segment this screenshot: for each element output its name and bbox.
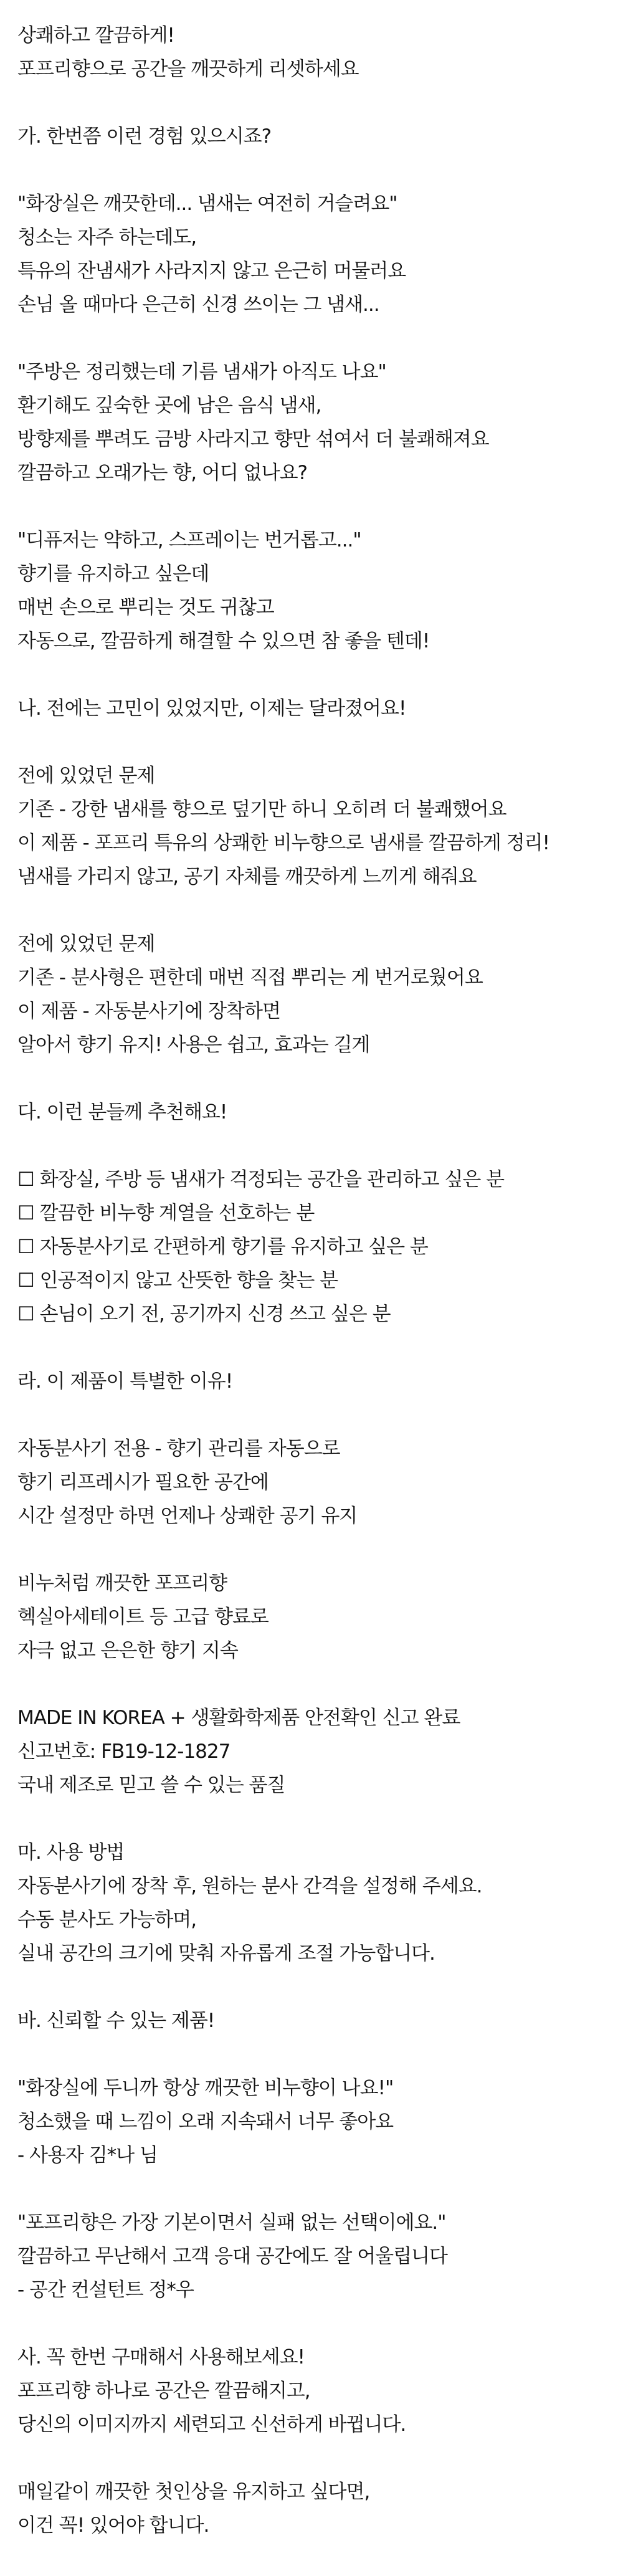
- closing-line: 이건 꼭! 있어야 합니다.: [17, 2514, 209, 2537]
- usage-line: 수동 분사도 가능하며,: [17, 1909, 197, 1931]
- review-block: [17, 2071, 609, 2172]
- usage-line: 실내 공간의 크기에 맞춰 자유롭게 조절 가능합니다.: [17, 1942, 435, 1965]
- product-description: [17, 19, 609, 2576]
- problem-line: 기존 - 분사형은 편한데 매번 직접 뿌리는 게 번거로웠어요: [17, 966, 483, 989]
- problem-block: [17, 759, 609, 894]
- feature-title: 자동분사기 전용 - 향기 관리를 자동으로: [17, 1438, 340, 1460]
- case-line: 특유의 잔냄새가 사라지지 않고 은근히 머물러요: [17, 260, 406, 282]
- feature-title: 비누처럼 깨끗한 포프리향: [17, 1572, 227, 1595]
- section-heading: 사. 꼭 한번 구매해서 사용해보세요!: [17, 2346, 305, 2368]
- case-quote: "주방은 정리했는데 기름 냄새가 아직도 나요": [17, 361, 386, 383]
- review-author: - 사용자 김*나 님: [17, 2144, 158, 2167]
- review-quote: "포프리향은 가장 기본이면서 실패 없는 선택이에요.": [17, 2211, 446, 2234]
- problem-title: 전에 있었던 문제: [17, 933, 155, 955]
- feature-title: MADE IN KOREA + 생활화학제품 안전확인 신고 완료: [17, 1707, 460, 1729]
- section-heading: 가. 한번쯤 이런 경험 있으시죠?: [17, 125, 272, 148]
- case-line: 방향제를 뿌려도 금방 사라지고 향만 섞여서 더 불쾌해져요: [17, 428, 489, 451]
- review-line: 청소했을 때 느낌이 오래 지속돼서 너무 좋아요: [17, 2111, 394, 2133]
- cta-line: 당신의 이미지까지 세련되고 신선하게 바뀝니다.: [17, 2413, 406, 2436]
- checklist-item: ☐ 깔끔한 비누향 계열을 선호하는 분: [17, 1202, 315, 1224]
- case-line: 매번 손으로 뿌리는 것도 귀찮고: [17, 596, 274, 619]
- feature-point: [17, 1432, 609, 1533]
- feature-line: 자극 없고 은은한 향기 지속: [17, 1639, 238, 1662]
- section-heading: 다. 이런 분들께 추천해요!: [17, 1101, 227, 1123]
- section-heading: 마. 사용 방법: [17, 1841, 125, 1864]
- feature-line: 헥실아세테이트 등 고급 향료로: [17, 1606, 269, 1628]
- section-heading: 바. 신뢰할 수 있는 제품!: [17, 2010, 215, 2032]
- checklist-item: ☐ 화장실, 주방 등 냄새가 걱정되는 공간을 관리하고 싶은 분: [17, 1168, 505, 1191]
- section-na-heading-block: [17, 692, 609, 725]
- problem-line: 알아서 향기 유지! 사용은 쉽고, 효과는 길게: [17, 1034, 370, 1056]
- case-line: 향기를 유지하고 싶은데: [17, 563, 209, 585]
- usage-block: [17, 1836, 609, 1970]
- problem-block: [17, 927, 609, 1062]
- intro-line: 포프리향으로 공간을 깨끗하게 리셋하세요: [17, 58, 359, 80]
- review-quote: "화장실에 두니까 항상 깨끗한 비누향이 나요!": [17, 2077, 394, 2099]
- checklist-item: ☐ 자동분사기로 간편하게 향기를 유지하고 싶은 분: [17, 1236, 428, 1258]
- recommend-checklist: [17, 1163, 609, 1331]
- problem-line: 기존 - 강한 냄새를 향으로 덮기만 하니 오히려 더 불쾌했어요: [17, 798, 506, 821]
- feature-point: [17, 1567, 609, 1667]
- problem-line: 이 제품 - 자동분사기에 장착하면: [17, 1000, 280, 1023]
- experience-case: [17, 355, 609, 490]
- section-heading: 나. 전에는 고민이 있었지만, 이제는 달라졌어요!: [17, 697, 406, 720]
- case-line: 환기해도 깊숙한 곳에 남은 음식 냄새,: [17, 394, 321, 417]
- review-line: 깔끔하고 무난해서 고객 응대 공간에도 잘 어울립니다: [17, 2245, 447, 2268]
- feature-line: 향기 리프레시가 필요한 공간에: [17, 1471, 269, 1494]
- case-line: 깔끔하고 오래가는 향, 어디 없나요?: [17, 462, 307, 484]
- case-line: 손님 올 때마다 은근히 신경 쓰이는 그 냄새...: [17, 293, 379, 316]
- review-author: - 공간 컨설턴트 정*우: [17, 2279, 194, 2301]
- case-line: 자동으로, 깔끔하게 해결할 수 있으면 참 좋을 텐데!: [17, 630, 430, 652]
- section-ga-heading-block: [17, 120, 609, 153]
- problem-line: 이 제품 - 포프리 특유의 상쾌한 비누향으로 냄새를 깔끔하게 정리!: [17, 832, 549, 854]
- cta-line: 포프리향 하나로 공간은 깔끔해지고,: [17, 2380, 310, 2402]
- section-ra-heading-block: [17, 1365, 609, 1398]
- feature-line: 신고번호: FB19-12-1827: [17, 1740, 231, 1763]
- checklist-item: ☐ 손님이 오기 전, 공기까지 신경 쓰고 싶은 분: [17, 1303, 391, 1325]
- usage-line: 자동분사기에 장착 후, 원하는 분사 간격을 설정해 주세요.: [17, 1875, 482, 1897]
- closing-line: 매일같이 깨끗한 첫인상을 유지하고 싶다면,: [17, 2481, 370, 2503]
- case-quote: "화장실은 깨끗한데... 냄새는 여전히 거슬려요": [17, 193, 397, 215]
- review-block: [17, 2206, 609, 2307]
- section-ba-heading-block: [17, 2004, 609, 2038]
- cta-block: [17, 2340, 609, 2441]
- closing-block: [17, 2475, 609, 2542]
- checklist-item: ☐ 인공적이지 않고 산뜻한 향을 찾는 분: [17, 1269, 338, 1292]
- feature-line: 시간 설정만 하면 언제나 상쾌한 공기 유지: [17, 1505, 358, 1527]
- feature-point: [17, 1701, 609, 1802]
- experience-case: [17, 523, 609, 658]
- problem-title: 전에 있었던 문제: [17, 765, 155, 787]
- case-quote: "디퓨저는 약하고, 스프레이는 번거롭고...": [17, 529, 361, 551]
- experience-case: [17, 187, 609, 322]
- case-line: 청소는 자주 하는데도,: [17, 226, 197, 249]
- feature-line: 국내 제조로 믿고 쓸 수 있는 품질: [17, 1774, 285, 1796]
- problem-line: 냄새를 가리지 않고, 공기 자체를 깨끗하게 느끼게 해줘요: [17, 866, 477, 888]
- intro-line: 상쾌하고 깔끔하게!: [17, 24, 174, 47]
- section-da-heading-block: [17, 1095, 609, 1129]
- intro-block: [17, 19, 609, 86]
- section-heading: 라. 이 제품이 특별한 이유!: [17, 1370, 233, 1393]
